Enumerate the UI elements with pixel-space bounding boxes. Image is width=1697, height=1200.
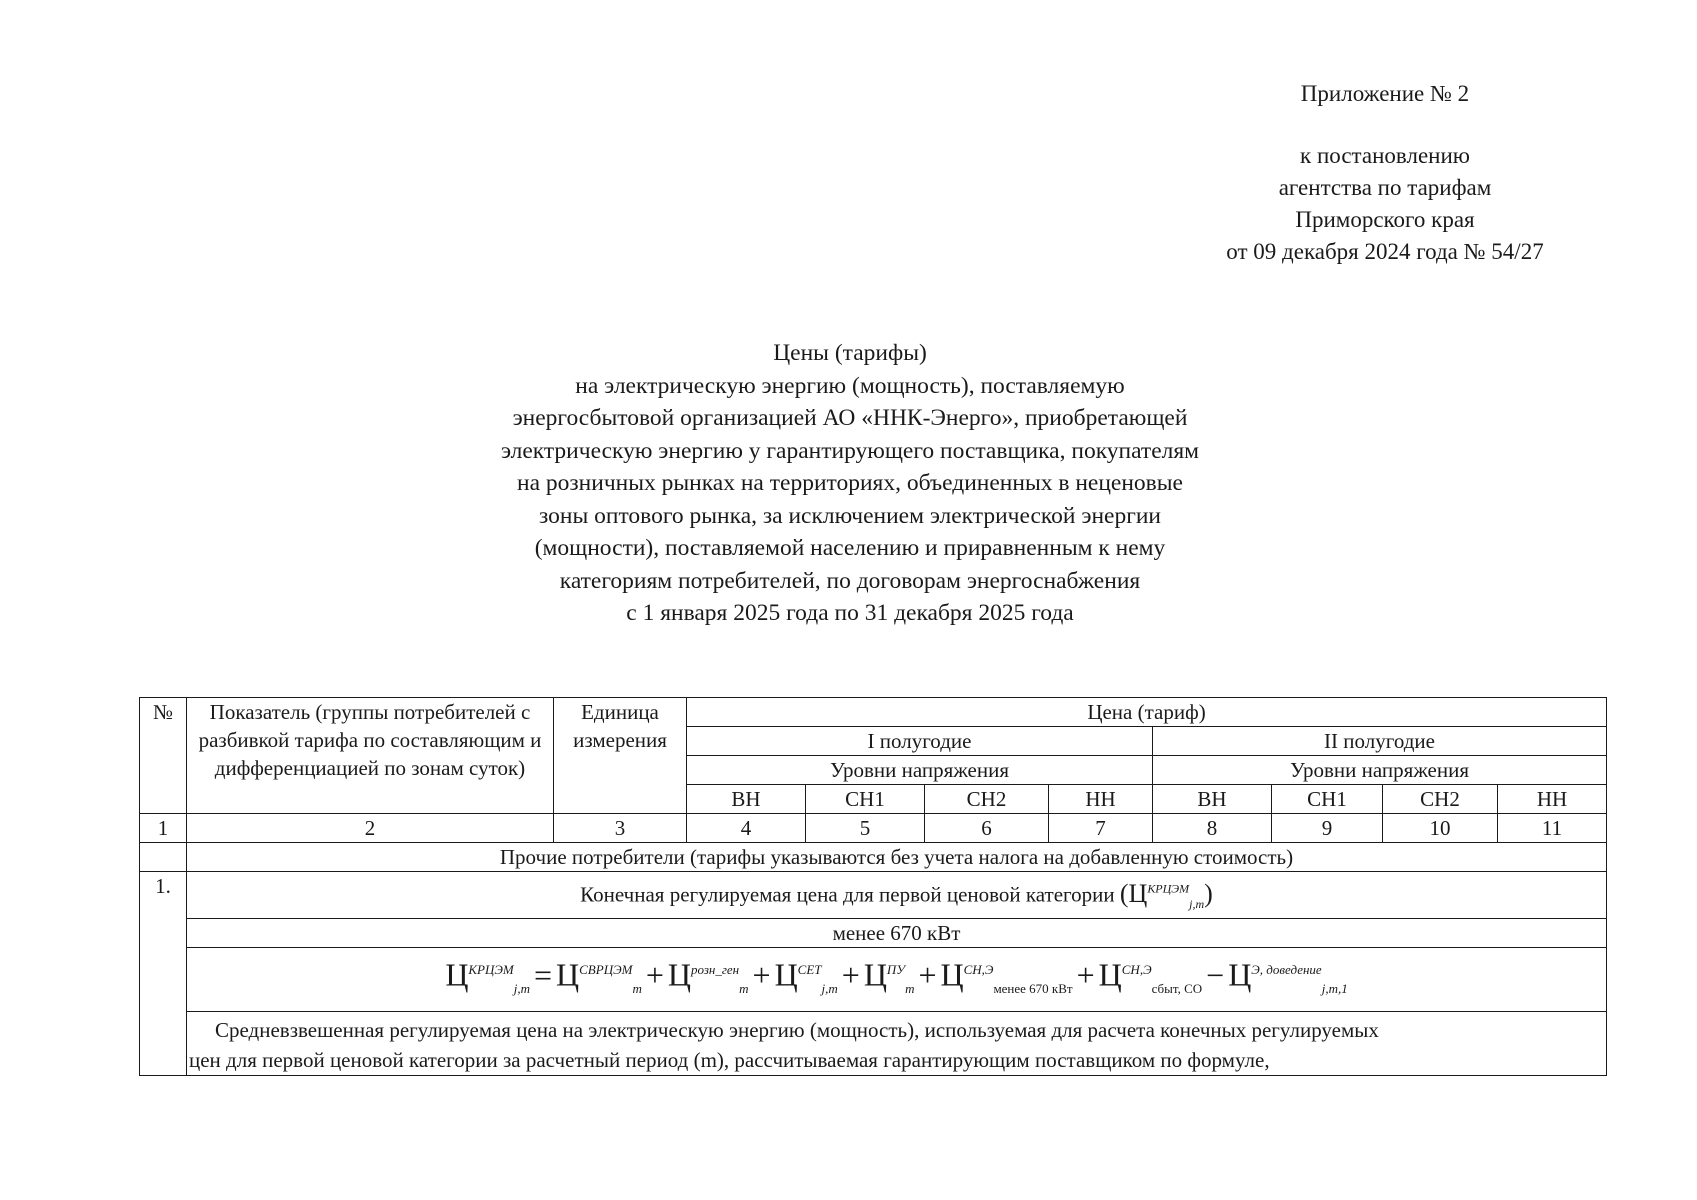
formula-cell [187, 948, 1607, 1012]
title-line: энергосбытовой организацией АО «ННК-Энерго», приобретающей [512, 405, 1188, 431]
level-cell: ВН [687, 785, 806, 814]
price-symbol: $(Ц^{КРЦЭМ}_{j,m})$ [1119, 878, 1213, 911]
header-price: Цена (тариф) [687, 698, 1607, 727]
title-line: на розничных рынках на территориях, объединенных в неценовые [517, 470, 1183, 496]
row-formula [140, 948, 1607, 1012]
tariff-table [139, 697, 1607, 1076]
appendix-region: Приморского края [1295, 207, 1475, 232]
title-line: категориям потребителей, по договорам энергоснабжения [559, 567, 1141, 594]
row-num: 1. [140, 872, 187, 1076]
row-first-category [140, 872, 1607, 919]
header-row [140, 698, 1607, 727]
col-number: 6 [925, 814, 1049, 843]
appendix-block [1150, 78, 1620, 268]
level-cell: СН1 [1272, 785, 1383, 814]
appendix-date: от 09 декабря 2024 года № 54/27 [1226, 239, 1544, 264]
title-line: электрическую энергию у гарантирующего поставщика, покупателям [500, 437, 1200, 464]
row-first-category-label: Конечная регулируемая цена для первой ценовой категории [580, 882, 1115, 907]
title-line: с 1 января 2025 года по 31 декабря 2025 года [626, 600, 1074, 626]
title-line: зоны оптового рынка, за исключением электрической энергии [538, 502, 1161, 529]
level-cell: НН [1498, 785, 1607, 814]
weighted-price-cell [187, 1012, 1607, 1076]
col-number: 1 [140, 814, 187, 843]
section-row [140, 843, 1607, 872]
appendix-agency: агентства по тарифам [1278, 175, 1492, 200]
header-voltage1: Уровни напряжения [687, 756, 1153, 785]
row-weighted-price [140, 1012, 1607, 1076]
header-half1: I полугодие [687, 727, 1153, 756]
column-number-row [140, 814, 1607, 843]
document-title [380, 337, 1320, 630]
col-number: 9 [1272, 814, 1383, 843]
appendix-ref: к постановлению [1300, 143, 1470, 168]
header-unit: Единица измерения [554, 698, 687, 814]
level-cell: НН [1049, 785, 1153, 814]
header-indicator: Показатель (группы потребителей с разбивкой тарифа по составляющим и дифференциацией по зонам суток) [187, 698, 554, 814]
col-number: 8 [1153, 814, 1272, 843]
col-number: 5 [806, 814, 925, 843]
header-half2: II полугодие [1153, 727, 1607, 756]
title-line: (мощности), поставляемой населению и приравненным к нему [534, 535, 1166, 561]
appendix-number: Приложение № 2 [1300, 81, 1470, 106]
col-number: 11 [1498, 814, 1607, 843]
col-number: 2 [187, 814, 554, 843]
weighted-price-line: Средневзвешенная регулируемая цена на электрическую энергию (мощность), используемая для расчета конечных регулируемых [215, 1018, 1379, 1043]
price-formula: $Ц^{КРЦЭМ}_{j,m} = Ц^{СВРЦЭМ}_m + Ц^{розн\_ген}_m + Ц^{СЕТ}_{j,m} + Ц^{ПУ}_m + Ц^{СН,Э}_{менее 670 кВт} + Ц^{СН,Э}_{сбыт, СО} - Ц^{Э, доведение}_{j,m,1}$ [445, 956, 1348, 997]
title-line: на электрическую энергию (мощность), поставляемую [575, 372, 1125, 399]
level-cell: СН2 [925, 785, 1049, 814]
header-voltage2: Уровни напряжения [1153, 756, 1607, 785]
col-number: 7 [1049, 814, 1153, 843]
col-number: 4 [687, 814, 806, 843]
row-first-category-text [187, 872, 1607, 919]
col-number: 3 [554, 814, 687, 843]
header-num: № [140, 698, 187, 814]
weighted-price-line: цен для первой ценовой категории за расчетный период (m), рассчитываемая гарантирующим поставщиком по формуле, [189, 1048, 1270, 1073]
level-cell: ВН [1153, 785, 1272, 814]
level-cell: СН1 [806, 785, 925, 814]
section-title: Прочие потребители (тарифы указываются без учета налога на добавленную стоимость) [187, 843, 1607, 872]
title-line: Цены (тарифы) [773, 340, 927, 366]
empty-num-cell [140, 843, 187, 872]
row-capacity [140, 919, 1607, 948]
level-cell: СН2 [1383, 785, 1498, 814]
row-capacity-text: менее 670 кВт [187, 919, 1607, 948]
col-number: 10 [1383, 814, 1498, 843]
